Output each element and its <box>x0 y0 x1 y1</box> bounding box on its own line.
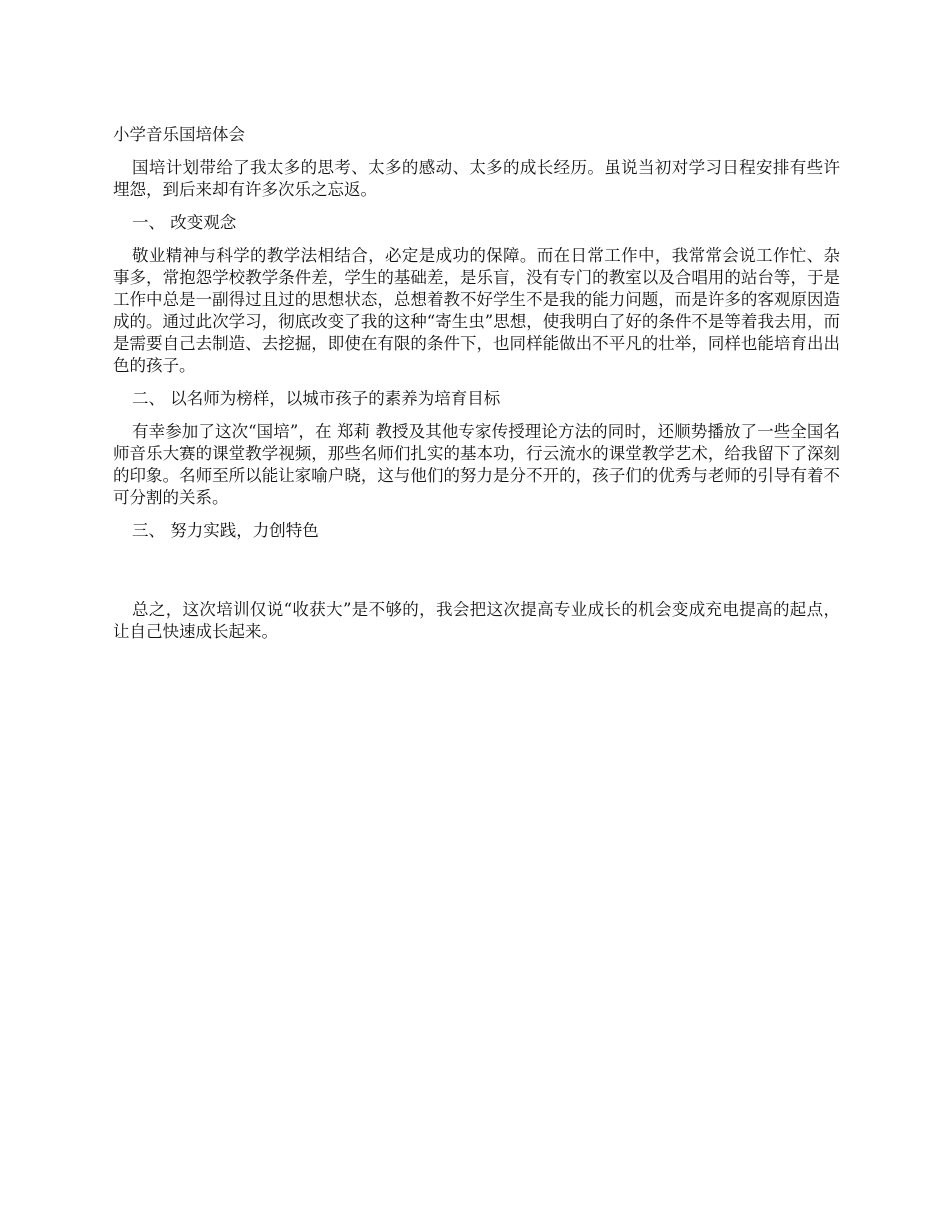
document-title: 小学音乐国培体会 <box>113 125 245 144</box>
document-page <box>113 124 840 654</box>
conclusion-paragraph: 总之，这次培训仅说“收获大”是不够的，我会把这次提高专业成长的机会变成充电提高的起点，让自己快速成长起来。 <box>113 600 840 641</box>
intro-paragraph: 国培计划带给了我太多的思考、太多的感动、太多的成长经历。虽说当初对学习日程安排有些许埋怨，到后来却有许多次乐之忘返。 <box>113 158 840 199</box>
section-2-heading: 二、 以名师为榜样，以城市孩子的素养为培育目标 <box>132 389 501 408</box>
section-2-paragraph: 有幸参加了这次“国培”，在 郑莉 教授及其他专家传授理论方法的同时，还顺势播放了一些全国名师音乐大赛的课堂教学视频，那些名师们扎实的基本功，行云流水的课堂教学艺术，给我留下了深刻的印象。名师至所以能让家喻户晓，这与他们的努力是分不开的，孩子们的优秀与老师的引导有着不可分割的关系。 <box>113 422 840 507</box>
section-1-paragraph: 敬业精神与科学的教学法相结合，必定是成功的保障。而在日常工作中，我常常会说工作忙、杂事多，常抱怨学校教学条件差，学生的基础差，是乐盲，没有专门的教室以及合唱用的站台等，于是工作中总是一副得过且过的思想状态，总想着教不好学生不是我的能力问题，而是许多的客观原因造成的。通过此次学习，彻底改变了我的这种“寄生虫”思想，使我明白了好的条件不是等着我去用，而是需要自己去制造、去挖掘，即使在有限的条件下，也同样能做出不平凡的壮举，同样也能培育出出色的孩子。 <box>113 246 840 375</box>
section-1-heading: 一、 改变观念 <box>132 213 237 232</box>
blank-space <box>113 553 840 599</box>
section-3-heading: 三、 努力实践，力创特色 <box>132 521 319 540</box>
